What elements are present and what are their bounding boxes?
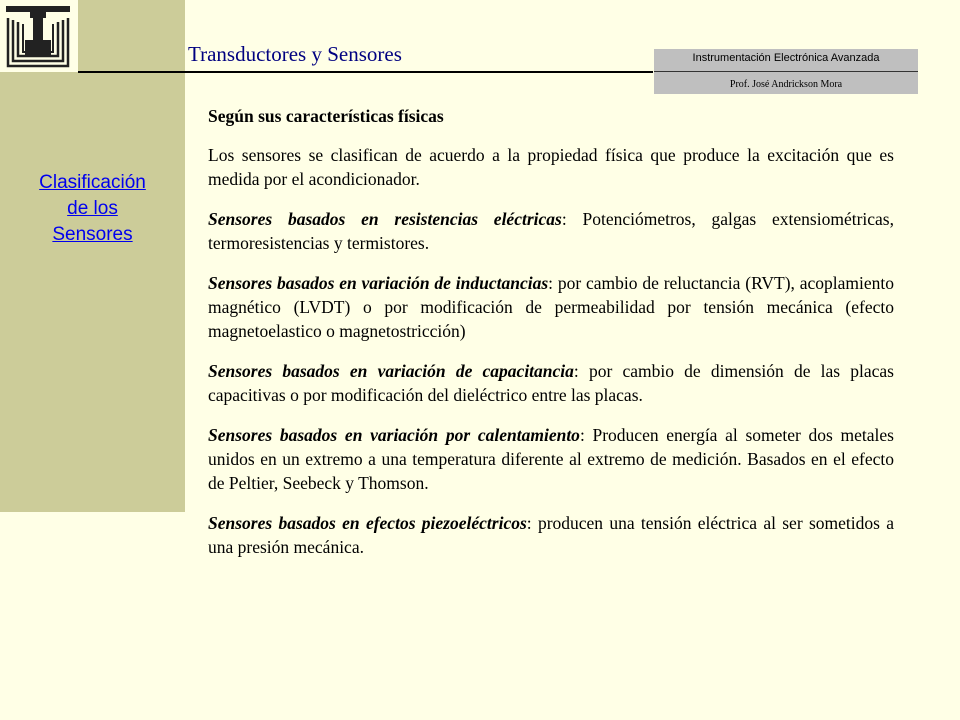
sidebar-link-line-1: Clasificación xyxy=(39,172,146,193)
item-text: : por cambio de reluctancia (RVT), acoplamiento magnético (LVDT) o por modificación de permeabilidad por tensión mecánica (efecto magnetoelastico o magnetostricción) xyxy=(208,273,894,341)
item-term: Sensores basados en variación por calentamiento xyxy=(208,425,580,445)
sidebar xyxy=(0,0,185,512)
item-paragraph xyxy=(208,359,894,407)
course-divider xyxy=(654,71,918,72)
institution-logo-icon xyxy=(4,4,72,68)
item-term: Sensores basados en variación de inductancias xyxy=(208,273,549,293)
slide-title: Transductores y Sensores xyxy=(188,42,402,66)
professor-name: Prof. José Andrickson Mora xyxy=(729,79,843,90)
item-term: Sensores basados en efectos piezoeléctricos xyxy=(208,513,527,533)
item-text: : Producen energía al someter dos metales unidos en un extremo a una temperatura diferente al extremo de medición. Basados en el efecto de Peltier, Seebeck y Thomson. xyxy=(208,425,894,493)
item-term: Sensores basados en variación de capacitancia xyxy=(208,361,574,381)
logo xyxy=(0,0,78,72)
sidebar-link-line-3: Sensores xyxy=(52,224,133,245)
header-divider xyxy=(78,71,653,73)
intro-paragraph: Los sensores se clasifican de acuerdo a la propiedad física que produce la excitación que es medida por el acondicionador. xyxy=(208,145,894,189)
sidebar-link-line-2: de los xyxy=(67,198,118,219)
item-paragraph xyxy=(208,423,894,495)
course-box xyxy=(654,49,918,94)
item-paragraph xyxy=(208,207,894,255)
content-body xyxy=(208,104,894,575)
sidebar-link-clasificacion[interactable] xyxy=(0,170,185,248)
course-name: Instrumentación Electrónica Avanzada xyxy=(692,52,880,64)
section-heading: Según sus características físicas xyxy=(208,106,444,126)
item-text: : por cambio de dimensión de las placas capacitivas o por modificación del dieléctrico entre las placas. xyxy=(208,361,894,405)
item-paragraph xyxy=(208,511,894,559)
item-term: Sensores basados en resistencias eléctricas xyxy=(208,209,562,229)
item-text: : producen una tensión eléctrica al ser sometidos a una presión mecánica. xyxy=(208,513,894,557)
item-text: : Potenciómetros, galgas extensiométricas, termoresistencias y termistores. xyxy=(208,209,894,253)
item-paragraph xyxy=(208,271,894,343)
